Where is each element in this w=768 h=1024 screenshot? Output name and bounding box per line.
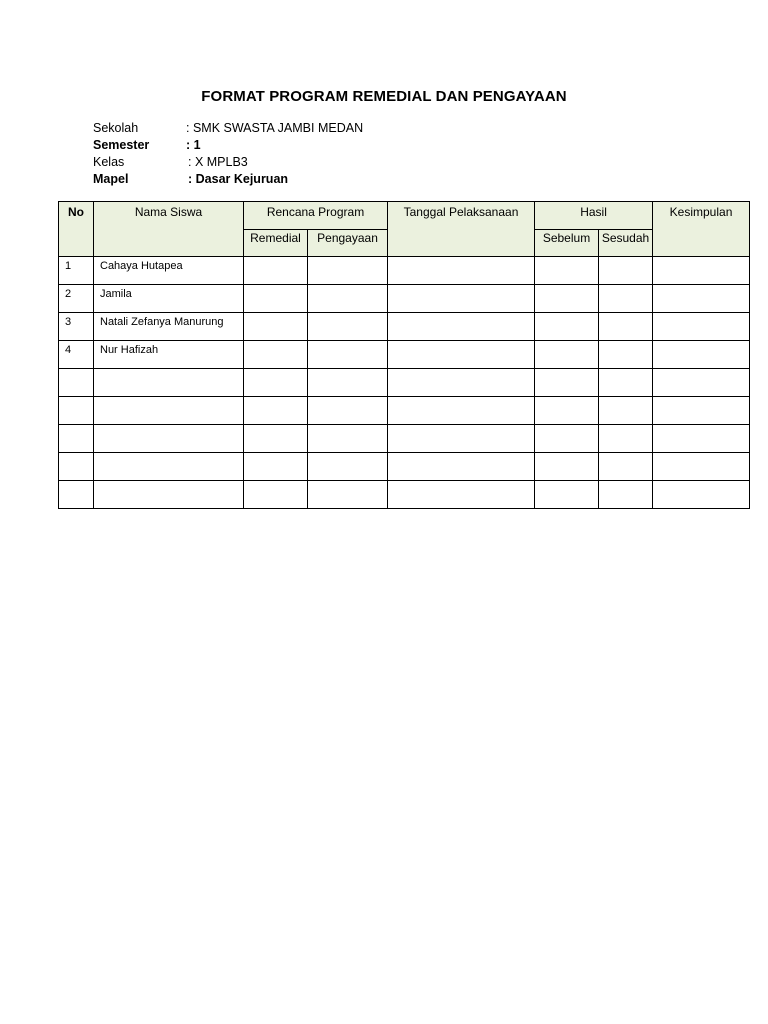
cell-tanggal: [388, 341, 535, 369]
cell-sebelum: [535, 425, 599, 453]
cell-no: [59, 313, 94, 341]
cell-pengayaan: [308, 285, 388, 313]
cell-no-text: [59, 453, 93, 456]
cell-nama: [94, 397, 244, 425]
header-sebelum: Sebelum: [535, 230, 599, 257]
cell-sesudah: [599, 257, 653, 285]
table-row: [59, 257, 750, 285]
info-value-sekolah: : SMK SWASTA JAMBI MEDAN: [186, 121, 364, 135]
cell-tanggal: [388, 453, 535, 481]
header-rencana-program: Rencana Program: [244, 202, 388, 230]
cell-tanggal: [388, 285, 535, 313]
cell-sesudah: [599, 341, 653, 369]
cell-nama-text: Natali Zefanya Manurung: [100, 316, 224, 328]
cell-remedial: [244, 341, 308, 369]
cell-sebelum: [535, 369, 599, 397]
cell-remedial: [244, 369, 308, 397]
cell-nama-text: [94, 369, 243, 372]
cell-no-text: [59, 369, 93, 372]
table-row: [59, 341, 750, 369]
table-row: [59, 481, 750, 509]
cell-sesudah: [599, 285, 653, 313]
cell-no: [59, 369, 94, 397]
cell-no-text: [59, 425, 93, 428]
cell-nama-text: [94, 397, 243, 400]
cell-nama-text: [94, 481, 243, 484]
info-label-sekolah: Sekolah: [93, 121, 139, 135]
cell-nama: [94, 369, 244, 397]
cell-pengayaan: [308, 257, 388, 285]
table-row: [59, 397, 750, 425]
cell-sesudah: [599, 369, 653, 397]
cell-pengayaan: [308, 397, 388, 425]
cell-remedial: [244, 285, 308, 313]
cell-tanggal: [388, 397, 535, 425]
table-row: [59, 453, 750, 481]
cell-no: [59, 425, 94, 453]
header-nama-siswa: Nama Siswa: [94, 202, 244, 257]
cell-no-text: 4: [65, 344, 72, 356]
cell-no-text: 1: [65, 260, 72, 272]
cell-nama-text: Cahaya Hutapea: [100, 260, 183, 272]
info-label-mapel: Mapel: [93, 172, 129, 186]
cell-no-text: 2: [65, 288, 72, 300]
cell-kesimpulan: [653, 369, 750, 397]
cell-sebelum: [535, 313, 599, 341]
cell-sesudah: [599, 453, 653, 481]
header-remedial: Remedial: [244, 230, 308, 257]
cell-nama: [94, 425, 244, 453]
info-value-semester: : 1: [186, 138, 201, 152]
cell-kesimpulan: [653, 285, 750, 313]
header-kesimpulan: Kesimpulan: [653, 202, 750, 257]
cell-nama: [94, 453, 244, 481]
cell-kesimpulan: [653, 313, 750, 341]
cell-nama: [94, 481, 244, 509]
cell-tanggal: [388, 481, 535, 509]
cell-pengayaan: [308, 453, 388, 481]
cell-sebelum: [535, 481, 599, 509]
cell-no-text: [59, 481, 93, 484]
header-tanggal-pelaksanaan: Tanggal Pelaksanaan: [388, 202, 535, 257]
cell-nama: [94, 257, 244, 285]
cell-no: [59, 341, 94, 369]
cell-no: [59, 285, 94, 313]
table-row: [59, 313, 750, 341]
cell-remedial: [244, 425, 308, 453]
header-pengayaan: Pengayaan: [308, 230, 388, 257]
page-title: FORMAT PROGRAM REMEDIAL DAN PENGAYAAN: [201, 88, 567, 105]
cell-pengayaan: [308, 481, 388, 509]
header-no: No: [59, 202, 94, 257]
cell-sebelum: [535, 257, 599, 285]
cell-tanggal: [388, 313, 535, 341]
cell-pengayaan: [308, 313, 388, 341]
cell-no: [59, 481, 94, 509]
cell-kesimpulan: [653, 341, 750, 369]
table-header-row: [59, 202, 750, 230]
cell-tanggal: [388, 425, 535, 453]
table-row: [59, 369, 750, 397]
cell-remedial: [244, 481, 308, 509]
header-sesudah: Sesudah: [599, 230, 653, 257]
cell-nama: [94, 341, 244, 369]
cell-pengayaan: [308, 341, 388, 369]
table-row: [59, 285, 750, 313]
cell-sesudah: [599, 481, 653, 509]
info-value-kelas: : X MPLB3: [188, 155, 248, 169]
info-value-mapel: : Dasar Kejuruan: [188, 172, 289, 186]
cell-nama-text: Nur Hafizah: [100, 344, 159, 356]
cell-remedial: [244, 397, 308, 425]
cell-remedial: [244, 257, 308, 285]
cell-no-text: 3: [65, 316, 72, 328]
cell-sesudah: [599, 397, 653, 425]
cell-nama: [94, 313, 244, 341]
info-label-kelas: Kelas: [93, 155, 125, 169]
cell-remedial: [244, 313, 308, 341]
cell-pengayaan: [308, 425, 388, 453]
cell-kesimpulan: [653, 397, 750, 425]
cell-nama-text: [94, 453, 243, 456]
cell-no: [59, 257, 94, 285]
cell-kesimpulan: [653, 257, 750, 285]
table-body: [59, 257, 750, 509]
remedial-table: [58, 201, 750, 509]
cell-kesimpulan: [653, 453, 750, 481]
cell-sesudah: [599, 313, 653, 341]
cell-sebelum: [535, 453, 599, 481]
cell-no: [59, 397, 94, 425]
cell-tanggal: [388, 369, 535, 397]
cell-kesimpulan: [653, 481, 750, 509]
cell-sebelum: [535, 285, 599, 313]
table-row: [59, 425, 750, 453]
cell-nama: [94, 285, 244, 313]
cell-remedial: [244, 453, 308, 481]
cell-pengayaan: [308, 369, 388, 397]
cell-nama-text: [94, 425, 243, 428]
cell-tanggal: [388, 257, 535, 285]
info-label-semester: Semester: [93, 138, 150, 152]
cell-sebelum: [535, 341, 599, 369]
cell-sebelum: [535, 397, 599, 425]
header-hasil: Hasil: [535, 202, 653, 230]
cell-no-text: [59, 397, 93, 400]
cell-sesudah: [599, 425, 653, 453]
cell-nama-text: Jamila: [100, 288, 132, 300]
cell-kesimpulan: [653, 425, 750, 453]
cell-no: [59, 453, 94, 481]
